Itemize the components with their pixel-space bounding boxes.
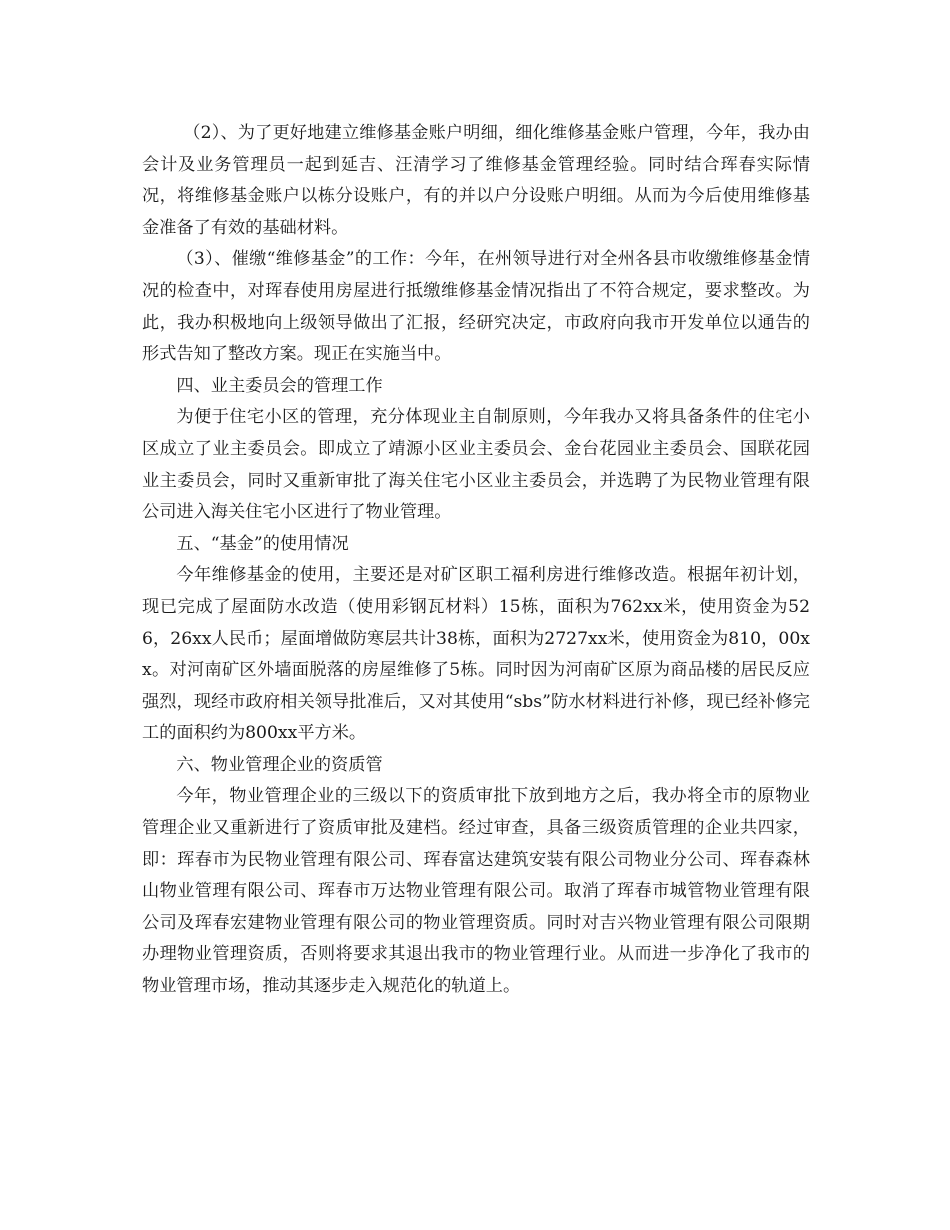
paragraph-qualification: 今年，物业管理企业的三级以下的资质审批下放到地方之后，我办将全市的原物业管理企业又重新进行了资质审批及建档。经过审查，具备三级资质管理的企业共四家，即：珲春市为民物业管理有限公司、珲春富达建筑安装有限公司物业分公司、珲春森林山物业管理有限公司、珲春市万达物业管理有限公司。取消了珲春市城管物业管理有限公司及珲春宏建物业管理有限公司的物业管理资质。同时对吉兴物业管理有限公司限期办理物业管理资质，否则将要求其退出我市的物业管理行业。从而进一步净化了我市的物业管理市场，推动其逐步走入规范化的轨道上。 <box>142 786 810 997</box>
paragraph-owners-committee: 为便于住宅小区的管理，充分体现业主自制原则，今年我办又将具备条件的住宅小区成立了业主委员会。即成立了靖源小区业主委员会、金台花园业主委员会、国联花园业主委员会，同时又重新审批了海关住宅小区业主委员会，并选聘了为民物业管理有限公司进入海关住宅小区进行了物业管理。 <box>142 407 810 523</box>
section-heading-fund-usage: 五、“基金”的使用情况 <box>176 533 349 554</box>
section-heading-owners-committee: 四、业主委员会的管理工作 <box>176 375 383 396</box>
paragraph-fund-usage: 今年维修基金的使用，主要还是对矿区职工福利房进行维修改造。根据年初计划，现已完成了屋面防水改造（使用彩钢瓦材料）15栋，面积为762xx米，使用资金为526，26xx人民币；屋面增做防寒层共计38栋，面积为2727xx米，使用资金为810，00xx。对河南矿区外墙面脱落的房屋维修了5栋。同时因为河南矿区原为商品楼的居民反应强烈，现经市政府相关领导批准后，又对其使用“sbs”防水材料进行补修，现已经补修完工的面积约为800xx平方米。 <box>142 565 810 744</box>
section-heading-qualification: 六、物业管理企业的资质管 <box>176 754 383 775</box>
document-page <box>142 118 810 1003</box>
paragraph-fund-collection: （3）、催缴“维修基金”的工作：今年，在州领导进行对全州各县市收缴维修基金情况的检查中，对珲春使用房屋进行抵缴维修基金情况指出了不符合规定，要求整改。为此，我办积极地向上级领导做出了汇报，经研究决定，市政府向我市开发单位以通告的形式告知了整改方案。现正在实施当中。 <box>142 249 810 365</box>
paragraph-maintenance-fund-accounts: （2）、为了更好地建立维修基金账户明细，细化维修基金账户管理，今年，我办由会计及业务管理员一起到延吉、汪清学习了维修基金管理经验。同时结合珲春实际情况，将维修基金账户以栋分设账户，有的并以户分设账户明细。从而为今后使用维修基金准备了有效的基础材料。 <box>142 123 810 238</box>
